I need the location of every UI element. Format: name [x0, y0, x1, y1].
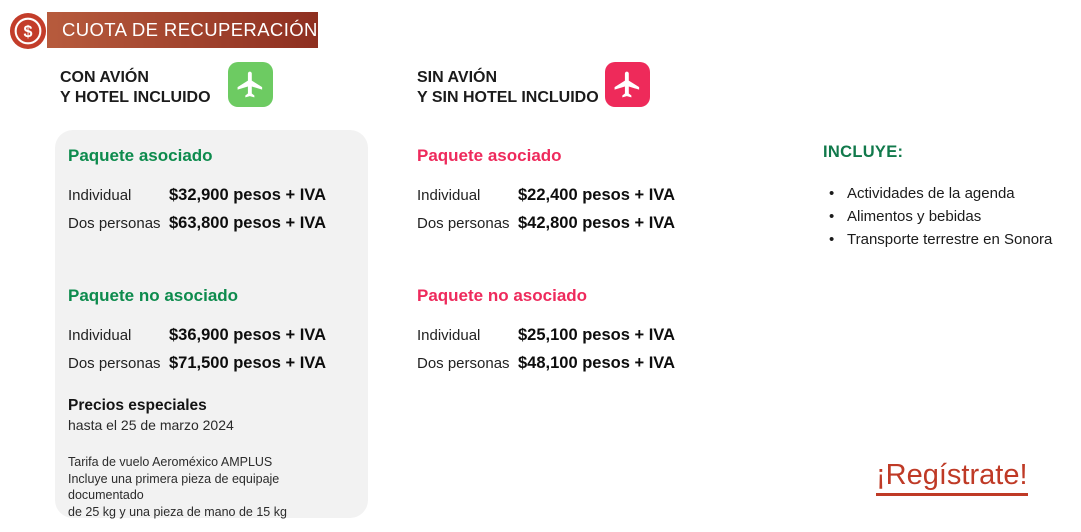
- price-value: $36,900 pesos + IVA: [169, 326, 326, 344]
- price-value: $25,100 pesos + IVA: [518, 326, 675, 344]
- price-label: Individual: [417, 327, 481, 344]
- price-label: Individual: [417, 187, 481, 204]
- list-item-text: Transporte terrestre en Sonora: [847, 231, 1053, 248]
- list-item-text: Alimentos y bebidas: [847, 208, 982, 225]
- includes-title: INCLUYE:: [823, 143, 904, 161]
- price-row: [417, 214, 717, 233]
- price-row: [417, 186, 717, 205]
- price-value: $32,900 pesos + IVA: [169, 186, 326, 204]
- price-value: $71,500 pesos + IVA: [169, 354, 326, 372]
- heading-line-2: Y HOTEL INCLUIDO: [60, 89, 211, 106]
- price-row: [68, 326, 368, 345]
- plane-icon-pink: [605, 62, 650, 107]
- bullet-icon: •: [829, 231, 835, 248]
- package-title: Paquete asociado: [68, 146, 213, 165]
- price-label: Individual: [68, 187, 132, 204]
- dollar-glyph: $: [23, 23, 33, 42]
- heading-line-1: SIN AVIÓN: [417, 69, 498, 86]
- package-asociado-without-flight: [417, 145, 717, 233]
- column-heading-without-flight: [417, 68, 599, 108]
- price-value: $42,800 pesos + IVA: [518, 214, 675, 232]
- fare-note-line: Tarifa de vuelo Aeroméxico AMPLUS: [68, 455, 273, 469]
- list-item: [823, 182, 1073, 205]
- plane-icon-green: [228, 62, 273, 107]
- list-item: [823, 228, 1073, 251]
- price-row: [68, 214, 368, 233]
- fare-note: [68, 454, 358, 520]
- price-label: Dos personas: [68, 355, 161, 372]
- column-heading-with-flight: [60, 68, 211, 108]
- special-prices-title: Precios especiales: [68, 397, 207, 414]
- package-no-asociado-without-flight: [417, 285, 717, 373]
- includes-block: [823, 143, 1073, 251]
- price-value: $63,800 pesos + IVA: [169, 214, 326, 232]
- package-asociado-with-flight: [68, 145, 368, 233]
- price-row: [68, 186, 368, 205]
- package-title: Paquete no asociado: [68, 286, 239, 305]
- price-value: $48,100 pesos + IVA: [518, 354, 675, 372]
- price-row: [68, 354, 368, 373]
- bullet-icon: •: [829, 185, 835, 202]
- airplane-icon: [612, 69, 643, 100]
- price-label: Individual: [68, 327, 132, 344]
- section-banner: [47, 12, 318, 48]
- package-title: Paquete asociado: [417, 146, 562, 165]
- price-label: Dos personas: [417, 215, 510, 232]
- package-title: Paquete no asociado: [417, 286, 588, 305]
- fare-note-line: Incluye una primera pieza de equipaje documentado: [68, 471, 280, 502]
- package-no-asociado-with-flight: [68, 285, 368, 373]
- price-label: Dos personas: [68, 215, 161, 232]
- special-prices-block: [68, 396, 358, 520]
- list-item-text: Actividades de la agenda: [847, 185, 1015, 202]
- section-title: CUOTA DE RECUPERACIÓN: [62, 19, 318, 40]
- heading-line-2: Y SIN HOTEL INCLUIDO: [417, 89, 599, 106]
- fare-note-line: de 25 kg y una pieza de mano de 15 kg: [68, 504, 287, 519]
- list-item: [823, 205, 1073, 228]
- dollar-coin-icon: [9, 12, 47, 50]
- heading-line-1: CON AVIÓN: [60, 69, 149, 86]
- price-row: [417, 326, 717, 345]
- price-row: [417, 354, 717, 373]
- airplane-icon: [235, 69, 266, 100]
- price-label: Dos personas: [417, 355, 510, 372]
- special-prices-deadline: hasta el 25 de marzo 2024: [68, 417, 234, 433]
- bullet-icon: •: [829, 208, 835, 225]
- price-value: $22,400 pesos + IVA: [518, 186, 675, 204]
- register-link[interactable]: ¡Regístrate!: [876, 459, 1028, 496]
- includes-list: [823, 182, 1073, 251]
